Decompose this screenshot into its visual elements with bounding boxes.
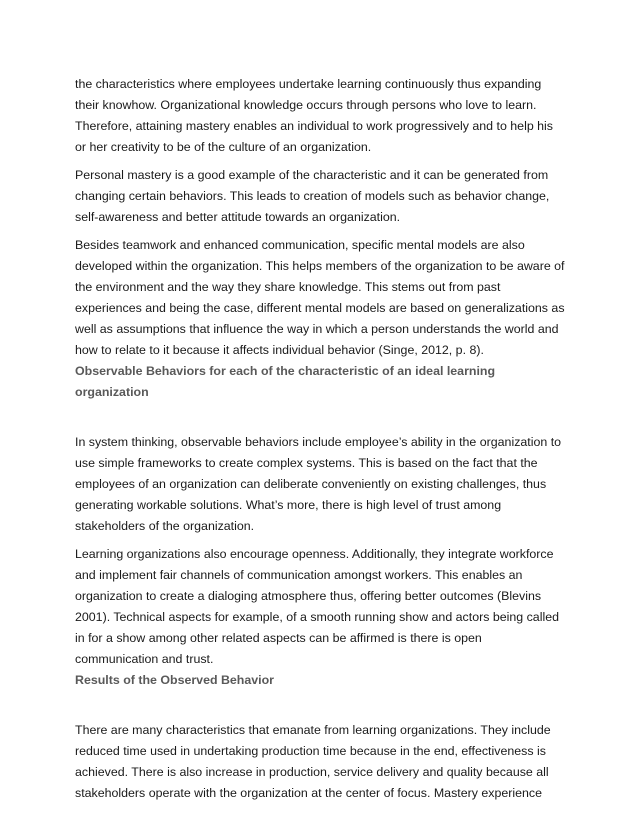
document-body [75,74,565,811]
paragraph: There are many characteristics that emanate from learning organizations. They include reduced time used in undertaking production time because in the end, effectiveness is achieved. There is also increase in production, service delivery and quality because all stakeholders operate with the organization at the center of focus. Mastery experience [75,723,551,800]
paragraph: Besides teamwork and enhanced communication, specific mental models are also developed within the organization. This helps members of the organization to be aware of the environment and the way they share knowledge. This stems out from past experiences and being the case, different mental models are based on generalizations as well as assumptions that influence the way in which a person understands the world and how to relate to it because it affects individual behavior (Singe, 2012, p. 8). [75,238,565,357]
paragraph: Learning organizations also encourage openness. Additionally, they integrate workforce and implement fair channels of communication amongst workers. This enables an organization to create a dialoging atmosphere thus, offering better outcomes (Blevins 2001). Technical aspects for example, of a smooth running show and actors being called in for a show among other related aspects can be affirmed is there is open communication and trust. [75,547,559,666]
paragraph: In system thinking, observable behaviors include employee’s ability in the organization to use simple frameworks to create complex systems. This is based on the fact that the employees of an organization can deliberate conveniently on existing challenges, thus generating workable solutions. What’s more, there is high level of trust among stakeholders of the organization. [75,435,562,533]
paragraph: Personal mastery is a good example of the characteristic and it can be generated from changing certain behaviors. This leads to creation of models such as behavior change, self-awareness and better attitude towards an organization. [75,168,550,224]
section-heading-results: Results of the Observed Behavior [75,673,274,687]
section-heading-observable-behaviors: Observable Behaviors for each of the characteristic of an ideal learning organization [75,364,496,399]
paragraph: the characteristics where employees undertake learning continuously thus expanding their knowhow. Organizational knowledge occurs through persons who love to learn. Therefore, attaining mastery enables an individual to work progressively and to help his or her creativity to be of the culture of an organization. [75,77,553,154]
